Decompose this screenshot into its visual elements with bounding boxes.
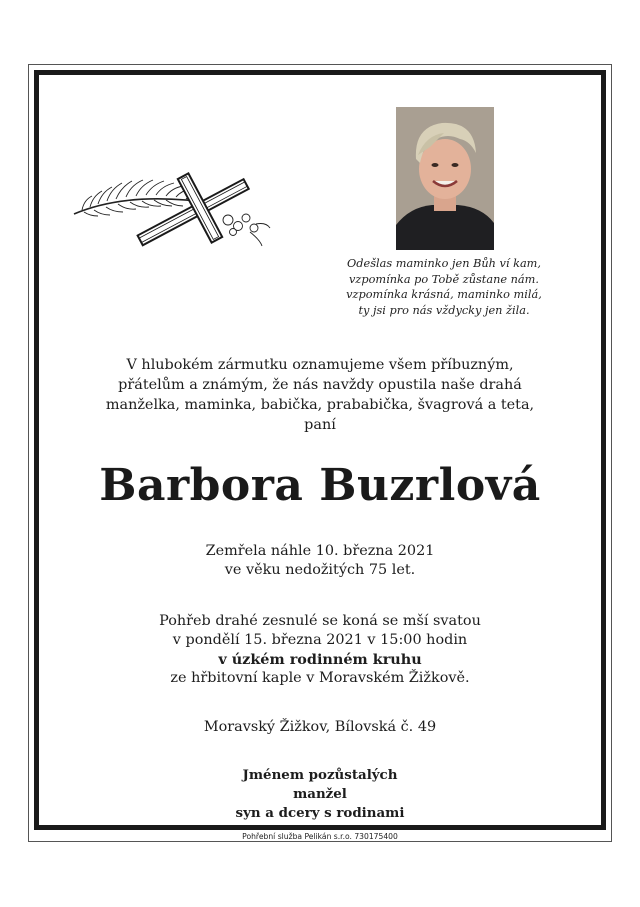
announcement-line: přátelům a známým, že nás navždy opustila naše drahá — [118, 377, 522, 393]
survivors-line: manžel — [293, 786, 347, 802]
memorial-poem — [318, 256, 570, 318]
poem-line: vzpomínka krásná, maminko milá, — [346, 288, 542, 301]
survivors — [40, 766, 600, 823]
announcement-line: manželka, maminka, babička, prababička, švagrová a teta, — [105, 397, 535, 413]
funeral-line: Pohřeb drahé zesnulé se koná se mší svatou — [159, 613, 481, 629]
death-info — [40, 542, 600, 580]
funeral-service-footer: Pohřební služba Pelikán s.r.o. 730175400 — [242, 832, 398, 841]
announcement-text — [40, 355, 600, 435]
deceased-name: Barbora Buzrlová — [99, 460, 541, 511]
address: Moravský Žižkov, Bílovská č. 49 — [203, 719, 437, 735]
survivors-line: Jménem pozůstalých — [242, 767, 398, 783]
funeral-info — [40, 612, 600, 688]
poem-line: vzpomínka po Tobě zůstane nám. — [349, 272, 539, 286]
death-date-line: Zemřela náhle 10. března 2021 — [205, 543, 435, 559]
announcement-line: paní — [304, 417, 336, 433]
poem-line: Odešlas maminko jen Bůh ví kam, — [347, 257, 541, 270]
funeral-date-line: v pondělí 15. března 2021 v 15:00 hodin — [172, 632, 468, 648]
poem-line: ty jsi pro nás vždycky jen žila. — [358, 303, 530, 317]
cross-with-palm-branch-icon — [70, 162, 280, 252]
survivors-line: syn a dcery s rodinami — [235, 805, 405, 821]
funeral-private-line: v úzkém rodinném kruhu — [218, 651, 422, 668]
announcement-line: V hlubokém zármutku oznamujeme všem příbuzným, — [126, 357, 514, 373]
portrait-photo — [396, 107, 494, 250]
funeral-location-line: ze hřbitovní kaple v Moravském Žižkově. — [170, 670, 470, 686]
age-line: ve věku nedožitých 75 let. — [224, 562, 416, 578]
